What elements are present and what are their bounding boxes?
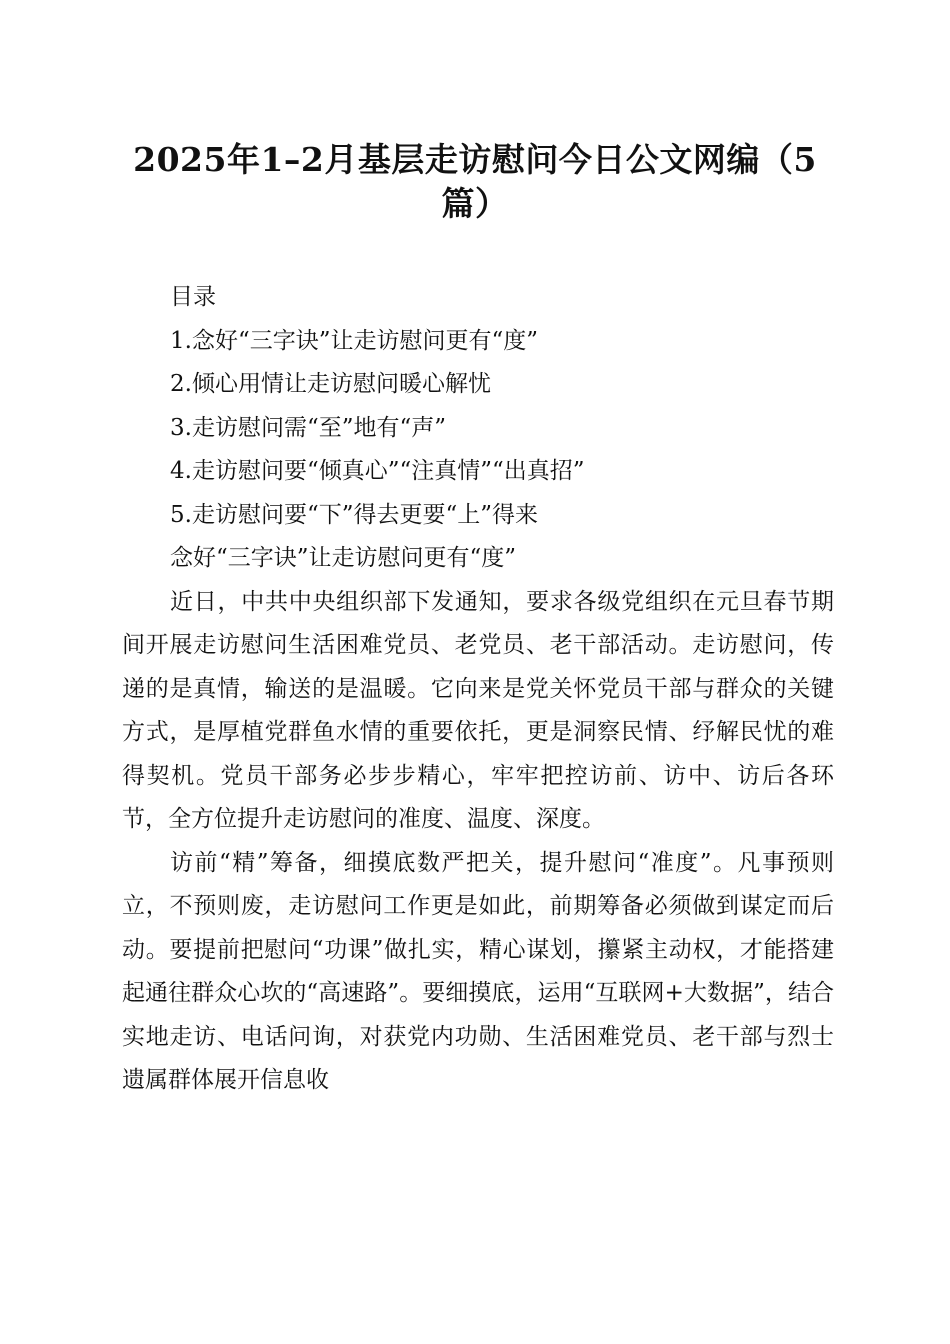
paragraph: 近日，中共中央组织部下发通知，要求各级党组织在元旦春节期间开展走访慰问生活困难党员、老党员、老干部活动。走访慰问，传递的是真情，输送的是温暖。它向来是党关怀党员干部与群众的关键方式，是厚植党群鱼水情的重要依托，更是洞察民情、纾解民忧的难得契机。党员干部务必步步精心，牢牢把控访前、访中、访后各环节，全方位提升走访慰问的准度、温度、深度。 (122, 588, 834, 832)
toc-item-1: 1.念好“三字诀”让走访慰问更有“度” (170, 327, 538, 354)
toc-item-4: 4.走访慰问要“倾真心”“注真情”“出真招” (170, 458, 585, 484)
toc-item-3: 3.走访慰问需“至”地有“声” (170, 414, 446, 441)
paragraph: 访前“精”筹备，细摸底数严把关，提升慰问“准度”。凡事预则立，不预则废，走访慰问工作更是如此，前期筹备必须做到谋定而后动。要提前把慰问“功课”做扎实，精心谋划，攥紧主动权，才能搭建起通往群众心坎的“高速路”。要细摸底，运用“互联网+大数据”，结合实地走访、电话问询，对获党内功勋、生活困难党员、老干部与烈士遗属群体展开信息收 (122, 849, 834, 1093)
article-title: 念好“三字诀”让走访慰问更有“度” (170, 545, 517, 571)
toc-item-5: 5.走访慰问要“下”得去更要“上”得来 (170, 501, 538, 528)
toc-heading: 目录 (170, 284, 216, 310)
toc-item-2: 2.倾心用情让走访慰问暖心解忧 (170, 371, 491, 397)
document-body (122, 276, 834, 1103)
document-title: 2025年1–2月基层走访慰问今日公文网编（5篇） (133, 140, 817, 223)
